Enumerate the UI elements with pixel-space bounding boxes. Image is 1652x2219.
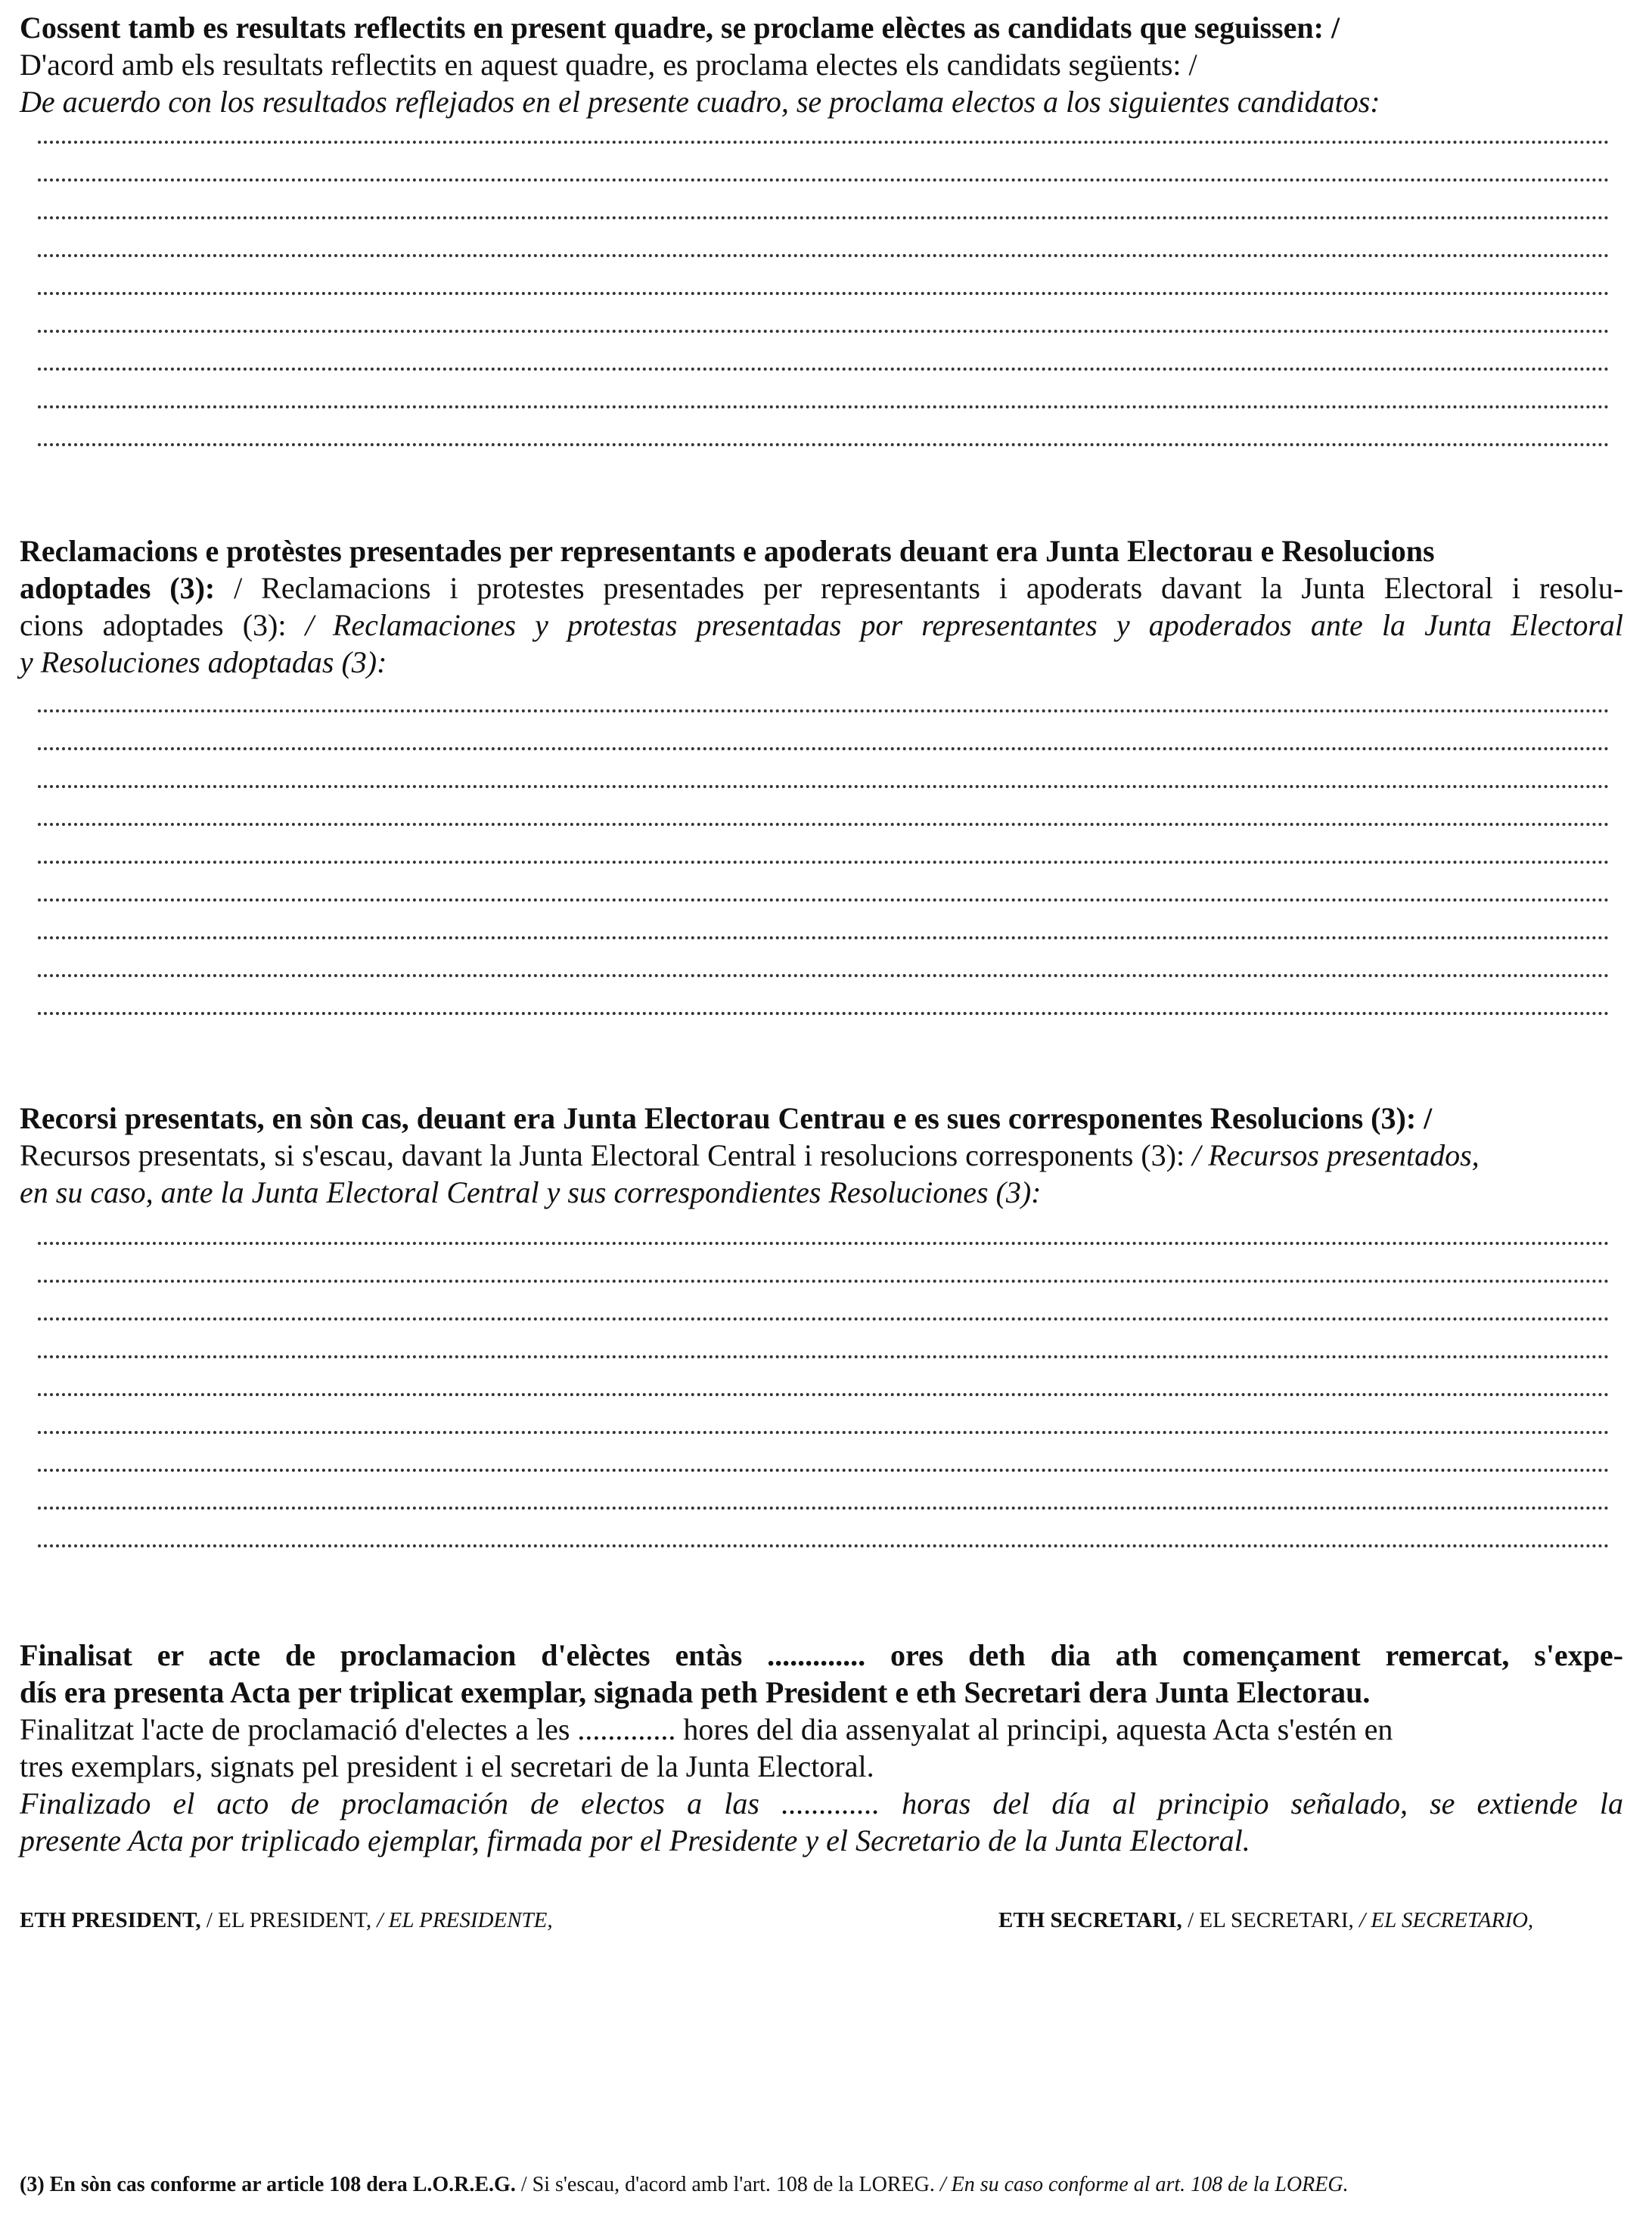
dotted-fill-line[interactable] xyxy=(38,785,1610,788)
claims-spanish-start: / Reclamaciones y protestas presentadas por representantes y apoderados ante la Junta Electoral xyxy=(305,608,1624,642)
dotted-fill-line[interactable] xyxy=(38,443,1610,446)
claims-dotted-lines[interactable] xyxy=(38,709,1610,1050)
secretary-signature-label xyxy=(998,1907,1533,1933)
closing-spanish-2: presente Acta por triplicado ejemplar, firmada por el Presidente y el Secretario de la Junta Electoral. xyxy=(20,1823,1250,1857)
dotted-fill-line[interactable] xyxy=(38,254,1610,257)
appeals-dotted-lines[interactable] xyxy=(38,1242,1610,1582)
dotted-fill-line[interactable] xyxy=(38,974,1610,977)
footnote-spanish: / En su caso conforme al art. 108 de la LOREG. xyxy=(939,2173,1349,2196)
secretary-catalan: / EL SECRETARI, xyxy=(1188,1908,1354,1932)
dotted-fill-line[interactable] xyxy=(38,1431,1610,1434)
dotted-fill-line[interactable] xyxy=(38,1469,1610,1472)
dotted-fill-line[interactable] xyxy=(38,1242,1610,1245)
claims-catalan-start: / Reclamacions i protestes presentades per representants i apoderats davant la Junta Electoral i resolu- xyxy=(234,571,1624,605)
closing-catalan-1: Finalitzat l'acte de proclamació d'electes a les ............. hores del dia assenyalat al principi, aquesta Acta s'estén en xyxy=(20,1712,1393,1746)
proclamation-spanish: De acuerdo con los resultados reflejados en el presente cuadro, se proclama electos a los siguientes candidatos: xyxy=(20,85,1380,119)
dotted-fill-line[interactable] xyxy=(38,141,1610,144)
claims-catalan-end: cions adoptades (3): xyxy=(20,608,287,642)
dotted-fill-line[interactable] xyxy=(38,936,1610,939)
footnote-catalan: / Si s'escau, d'acord amb l'art. 108 de la LOREG. xyxy=(520,2173,935,2196)
dotted-fill-line[interactable] xyxy=(38,898,1610,902)
dotted-fill-line[interactable] xyxy=(38,405,1610,408)
proclamation-catalan: D'acord amb els resultats reflectits en aquest quadre, es proclama electes els candidats següents: / xyxy=(20,48,1197,82)
claims-spanish-end: y Resoluciones adoptadas (3): xyxy=(20,645,387,679)
dotted-fill-line[interactable] xyxy=(38,368,1610,371)
section-claims-text xyxy=(20,532,1623,681)
closing-aranese-1: Finalisat er acte de proclamacion d'elèctes entàs ............. ores deth dia ath començament remercat, s'expe- xyxy=(20,1638,1623,1672)
closing-catalan-2: tres exemplars, signats pel president i el secretari de la Junta Electoral. xyxy=(20,1749,874,1783)
dotted-fill-line[interactable] xyxy=(38,823,1610,826)
footnote xyxy=(20,2172,1349,2198)
dotted-fill-line[interactable] xyxy=(38,1507,1610,1510)
secretary-aranese: ETH SECRETARI, xyxy=(998,1908,1182,1932)
dotted-fill-line[interactable] xyxy=(38,1280,1610,1283)
dotted-fill-line[interactable] xyxy=(38,1317,1610,1321)
appeals-spanish-end: en su caso, ante la Junta Electoral Central y sus correspondientes Resoluciones (3): xyxy=(20,1175,1042,1209)
appeals-catalan: Recursos presentats, si s'escau, davant la Junta Electoral Central i resolucions corresponents (3): xyxy=(20,1138,1185,1172)
claims-aranese-end: adoptades (3): xyxy=(20,571,216,605)
section-appeals-text xyxy=(20,1100,1623,1211)
claims-line3 xyxy=(20,607,1623,644)
footnote-aranese: (3) En sòn cas conforme ar article 108 dera L.O.R.E.G. xyxy=(20,2173,516,2196)
closing-spanish-1: Finalizado el acto de proclamación de electos a las ............. horas del día al principio señalado, se extiende la xyxy=(20,1786,1623,1820)
president-spanish: / EL PRESIDENTE, xyxy=(377,1908,553,1932)
president-aranese: ETH PRESIDENT, xyxy=(20,1908,201,1932)
dotted-fill-line[interactable] xyxy=(38,1355,1610,1358)
proclamation-aranese: Cossent tamb es resultats reflectits en present quadre, se proclame elèctes as candidats que seguissen: / xyxy=(20,11,1340,45)
dotted-fill-line[interactable] xyxy=(38,747,1610,750)
closing-aranese-2: dís era presenta Acta per triplicat exemplar, signada peth President e eth Secretari dera Junta Electorau. xyxy=(20,1675,1371,1709)
section-proclamation-text xyxy=(20,9,1623,120)
secretary-spanish: / EL SECRETARIO, xyxy=(1359,1908,1534,1932)
dotted-fill-line[interactable] xyxy=(38,861,1610,864)
dotted-fill-line[interactable] xyxy=(38,1544,1610,1547)
claims-aranese: Reclamacions e protèstes presentades per representants e apoderats deuant era Junta Electorau e Resolucions xyxy=(20,534,1435,568)
dotted-fill-line[interactable] xyxy=(38,1393,1610,1396)
dotted-fill-line[interactable] xyxy=(38,330,1610,333)
section-closing-text xyxy=(20,1637,1623,1859)
dotted-fill-line[interactable] xyxy=(38,709,1610,712)
candidates-dotted-lines[interactable] xyxy=(38,141,1610,481)
appeals-line2 xyxy=(20,1137,1623,1174)
dotted-fill-line[interactable] xyxy=(38,1012,1610,1015)
appeals-aranese: Recorsi presentats, en sòn cas, deuant era Junta Electorau Centrau e es sues corresponentes Resolucions (3): / xyxy=(20,1101,1433,1135)
president-signature-label xyxy=(20,1907,553,1933)
president-catalan: / EL PRESIDENT, xyxy=(206,1908,372,1932)
dotted-fill-line[interactable] xyxy=(38,216,1610,219)
appeals-spanish-start: / Recursos presentados, xyxy=(1192,1138,1480,1172)
dotted-fill-line[interactable] xyxy=(38,178,1610,182)
dotted-fill-line[interactable] xyxy=(38,292,1610,295)
claims-line2 xyxy=(20,569,1623,607)
